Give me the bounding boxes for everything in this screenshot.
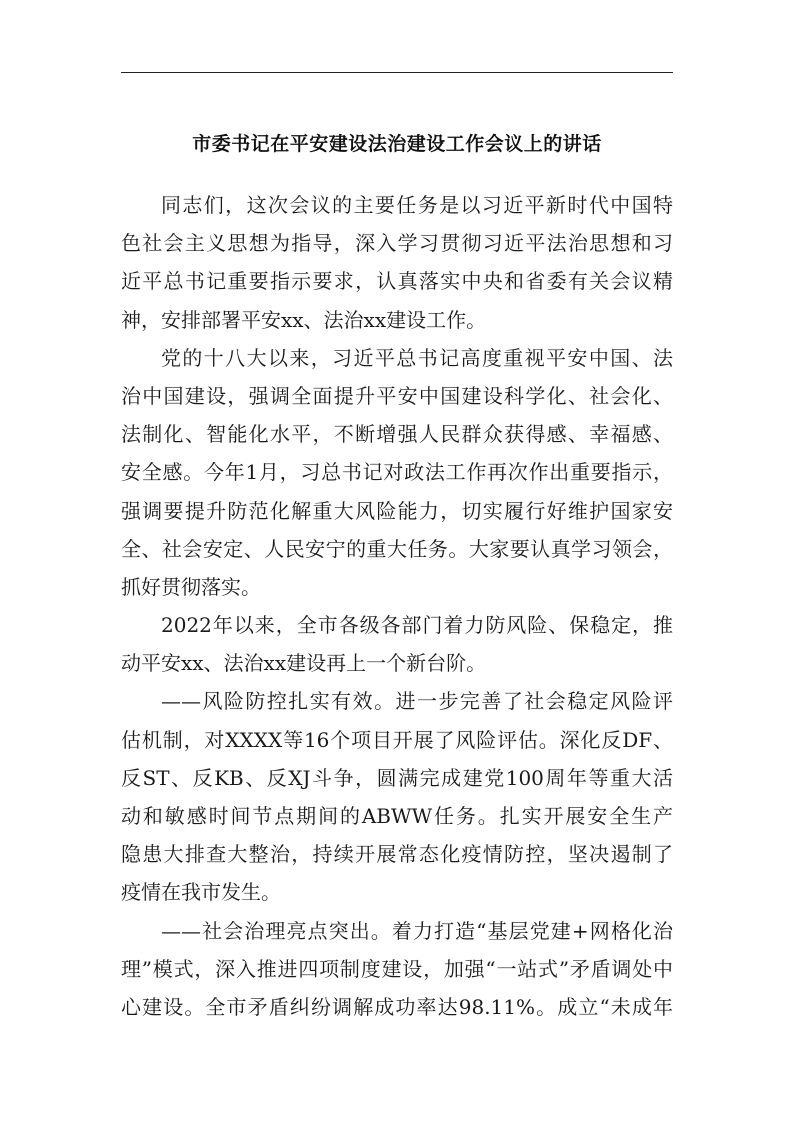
- text-line: 反ST、反KB、反XJ斗争，圆满完成建党100周年等重大活: [121, 765, 673, 790]
- text-line: 抓好贯彻落实。: [121, 574, 261, 599]
- text-line: 近平总书记重要指示要求，认真落实中央和省委有关会议精: [121, 269, 673, 294]
- text-line: 法制化、智能化水平，不断增强人民群众获得感、幸福感、: [121, 422, 673, 447]
- text-line: 治中国建设，强调全面提升平安中国建设科学化、社会化、: [121, 383, 673, 408]
- document-body: [121, 186, 673, 1026]
- text-line: 党的十八大以来，习近平总书记高度重视平安中国、法: [161, 345, 673, 370]
- text-line: 2022年以来，全市各级各部门着力防风险、保稳定，推: [161, 613, 673, 638]
- text-line: 安全感。今年1月，习总书记对政法工作再次作出重要指示，: [121, 460, 673, 485]
- text-line: 神，安排部署平安xx、法治xx建设工作。: [121, 307, 487, 332]
- text-line: 估机制，对XXXX等16个项目开展了风险评估。深化反DF、: [121, 727, 673, 752]
- document-title: 市委书记在平安建设法治建设工作会议上的讲话: [192, 133, 602, 155]
- text-line: 全、社会安定、人民安宁的重大任务。大家要认真学习领会，: [121, 536, 673, 561]
- text-line: 心建设。全市矛盾纠纷调解成功率达98.11%。成立“未成年: [121, 994, 673, 1019]
- text-line: 理”模式，深入推进四项制度建设，加强“一站式”矛盾调处中: [121, 956, 673, 981]
- text-line: 动平安xx、法治xx建设再上一个新台阶。: [121, 651, 487, 676]
- header-rule: [121, 72, 673, 73]
- text-line: 同志们，这次会议的主要任务是以习近平新时代中国特: [161, 193, 673, 217]
- text-line: 隐患大排查大整治，持续开展常态化疫情防控，坚决遏制了: [121, 842, 673, 867]
- text-line: 动和敏感时间节点期间的ABWW任务。扎实开展安全生产: [121, 804, 673, 828]
- text-line: ——社会治理亮点突出。着力打造“基层党建+网格化治: [161, 918, 673, 943]
- text-line: ——风险防控扎实有效。进一步完善了社会稳定风险评: [161, 689, 673, 714]
- text-line: 强调要提升防范化解重大风险能力，切实履行好维护国家安: [121, 498, 673, 523]
- text-line: 疫情在我市发生。: [121, 880, 281, 905]
- text-line: 色社会主义思想为指导，深入学习贯彻习近平法治思想和习: [121, 231, 673, 256]
